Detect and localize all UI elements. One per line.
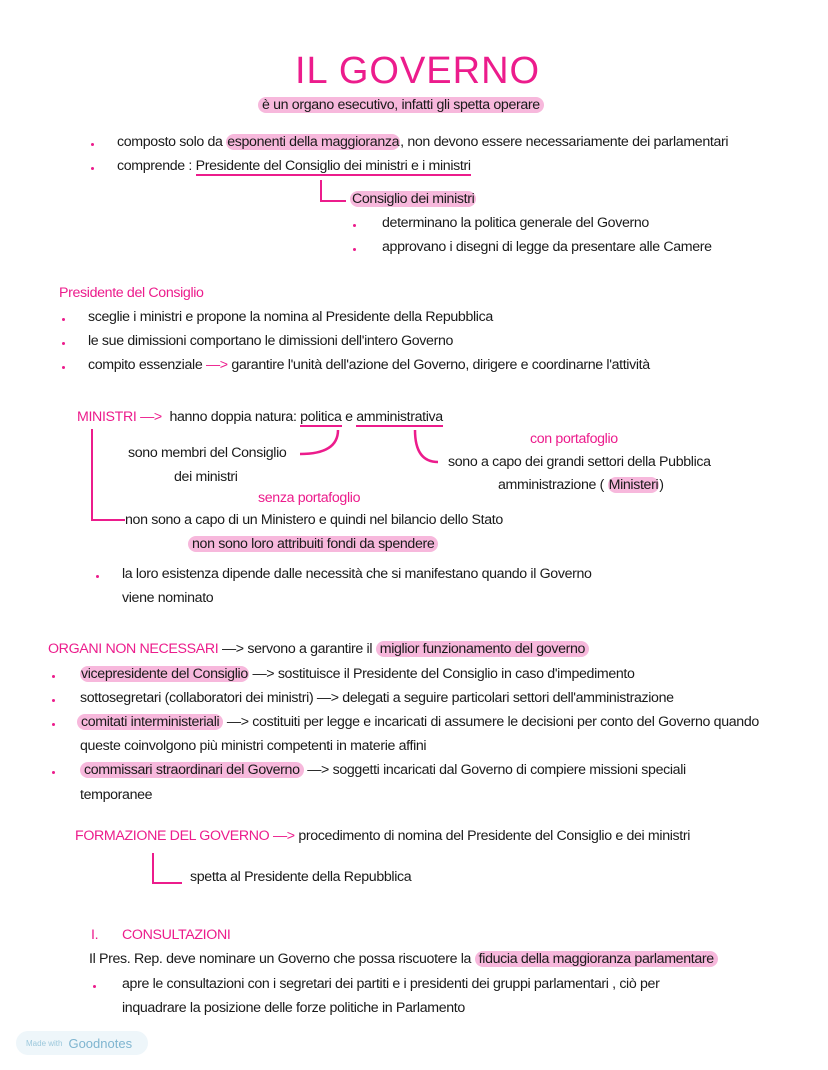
highlight: miglior funzionamento del governo <box>376 641 589 657</box>
formazione-branch: spetta al Presidente della Repubblica <box>190 869 412 885</box>
organi-line <box>48 641 589 657</box>
right-branch-text: sono a capo dei grandi settori della Pubblica <box>448 454 711 470</box>
text: —> sostituisce il Presidente del Consiglio in caso d'impedimento <box>248 666 635 682</box>
consiglio-item: approvano i disegni di legge da presentare alle Camere <box>382 239 712 255</box>
senza-text: non sono a capo di un Ministero e quindi nel bilancio dello Stato <box>125 512 503 528</box>
connector-line <box>320 180 322 202</box>
highlight: esponenti della maggioranza <box>227 134 400 150</box>
consultazioni-line <box>89 951 718 967</box>
connector-line <box>91 519 125 521</box>
presidente-item: le sue dimissioni comportano le dimissioni dell'intero Governo <box>88 333 454 349</box>
connector-line <box>152 853 154 884</box>
bullet-icon <box>62 342 65 345</box>
organi-item <box>77 714 759 730</box>
bullet-icon <box>52 771 55 774</box>
presidente-item <box>88 357 650 373</box>
arrow-icon: —> <box>272 828 295 844</box>
organi-item <box>80 666 635 682</box>
watermark-brand: Goodnotes <box>68 1035 133 1051</box>
text: Il Pres. Rep. deve nominare un Governo che possa riscuotere la <box>89 951 475 967</box>
text: —> soggetti incaricati dal Governo di compiere missioni speciali <box>303 762 686 778</box>
section-heading-organi: ORGANI NON NECESSARI <box>48 641 219 657</box>
formazione-line <box>75 828 690 844</box>
consultazioni-bullet: apre le consultazioni con i segretari dei partiti e i presidenti dei gruppi parlamentari , ciò per <box>122 976 660 992</box>
consiglio-label <box>350 191 476 207</box>
connector-line <box>152 882 182 884</box>
page-title: IL GOVERNO <box>295 50 541 92</box>
senza-text <box>188 536 438 552</box>
text: amministrazione ( <box>498 477 608 493</box>
arrow-icon: —> <box>221 641 244 657</box>
text: garantire l'unità dell'azione del Governo, dirigere e coordinarne l'attività <box>227 357 650 373</box>
organi-item <box>80 762 686 778</box>
bullet-icon <box>62 366 65 369</box>
arrow-icon: —> <box>140 409 162 425</box>
bullet-icon <box>62 318 65 321</box>
text: e <box>341 409 357 425</box>
highlight: fiducia della maggioranza parlamentare <box>475 951 718 967</box>
text: composto solo da <box>117 134 227 150</box>
text: compito essenziale <box>88 357 206 373</box>
goodnotes-watermark <box>16 1031 148 1055</box>
highlight: non sono loro attribuiti fondi da spendere <box>188 536 438 552</box>
highlight: Ministeri <box>608 477 659 493</box>
highlight: comitati interministeriali <box>77 714 223 730</box>
bullet-icon <box>96 575 99 578</box>
list-number: I. <box>91 927 99 943</box>
bullet-icon <box>91 167 94 170</box>
bullet-icon <box>93 985 96 988</box>
underlined-text: Presidente del Consiglio dei ministri e i ministri <box>195 158 471 174</box>
text: —> costituiti per legge e incaricati di assumere le decisioni per conto del Governo quando <box>223 714 759 730</box>
connector-line <box>320 200 346 202</box>
text: procedimento di nomina del Presidente del Consiglio e dei ministri <box>294 828 691 844</box>
branch-curves <box>290 428 450 468</box>
ministri-bullet: viene nominato <box>122 590 214 606</box>
watermark-small-text: Made with <box>26 1038 63 1048</box>
consultazioni-bullet: inquadrare la posizione delle forze politiche in Parlamento <box>122 1000 465 1016</box>
bullet-icon <box>353 224 356 227</box>
organi-item-cont: queste coinvolgono più ministri competenti in materie affini <box>80 738 427 754</box>
section-heading-presidente: Presidente del Consiglio <box>59 285 204 301</box>
ministri-line <box>77 409 443 425</box>
section-heading-formazione: FORMAZIONE DEL GOVERNO <box>75 828 270 844</box>
ministri-bullet: la loro esistenza dipende dalle necessità che si manifestano quando il Governo <box>122 566 592 582</box>
underlined-text: politica <box>300 409 342 425</box>
highlight: Consiglio dei ministri <box>352 191 475 207</box>
organi-item-cont: temporanee <box>80 787 153 803</box>
presidente-item: sceglie i ministri e propone la nomina al Presidente della Repubblica <box>88 309 493 325</box>
subtitle-highlight: è un organo esecutivo, infatti gli spetta operare <box>258 97 544 113</box>
right-branch-text <box>498 477 664 493</box>
section-heading-ministri: MINISTRI <box>77 409 137 425</box>
senza-portafoglio-label: senza portafoglio <box>258 490 361 506</box>
intro-bullet-2 <box>117 158 471 174</box>
bullet-icon <box>52 699 55 702</box>
subtitle <box>258 97 544 113</box>
bullet-icon <box>52 723 55 726</box>
connector-line <box>91 429 93 521</box>
consiglio-item: determinano la politica generale del Governo <box>382 215 649 231</box>
con-portafoglio-label: con portafoglio <box>530 431 618 447</box>
bullet-icon <box>52 675 55 678</box>
highlight: vicepresidente del Consiglio <box>81 666 248 682</box>
text: , non devono essere necessariamente dei parlamentari <box>400 134 729 150</box>
left-branch-text: dei ministri <box>174 469 238 485</box>
text: servono a garantire il <box>243 641 376 657</box>
underlined-text: amministrativa <box>356 409 443 425</box>
highlight: commissari straordinari del Governo <box>80 762 304 778</box>
bullet-icon <box>353 248 356 251</box>
text: comprende : <box>117 158 196 174</box>
text: hanno doppia natura: <box>169 409 301 425</box>
bullet-icon <box>91 143 94 146</box>
intro-bullet-1 <box>117 134 728 150</box>
section-heading-consultazioni: CONSULTAZIONI <box>122 927 231 943</box>
arrow-icon: —> <box>205 357 228 373</box>
left-branch-text: sono membri del Consiglio <box>128 445 287 461</box>
organi-item: sottosegretari (collaboratori dei ministri) —> delegati a seguire particolari settori dell'amministrazione <box>80 690 674 706</box>
text: ) <box>659 477 664 493</box>
